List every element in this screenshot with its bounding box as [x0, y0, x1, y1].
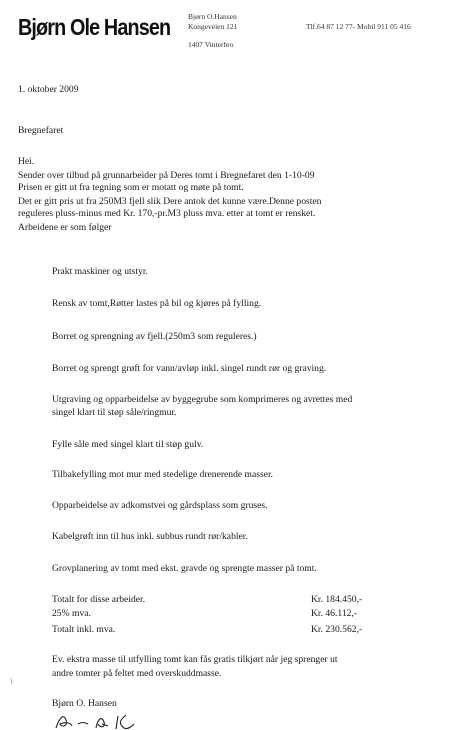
intro-line: Sender over tilbud på grunnarbeider på Deres tomt i Bregnefaret den 1-10-09 — [18, 170, 315, 181]
address-line-postcode: 1407 Vinterbro — [188, 40, 234, 49]
handwritten-signature — [54, 712, 164, 730]
work-item: Borret og sprengt grøft for vann/avløp inkl. singel rundt rør og graving. — [52, 363, 327, 374]
vat-label: 25% mva. — [52, 608, 91, 619]
intro-line: Det er gitt pris ut fra 250M3 fjell slik Dere antok det kunne være.Denne posten — [18, 196, 322, 207]
total-label: Totalt for disse arbeider. — [52, 594, 146, 605]
work-item: Rensk av tomt,Røtter lastes på bil og kjøres på fylling. — [52, 298, 262, 309]
work-item: Opparbeidelse av adkomstvei og gårdsplass som gruses. — [52, 500, 268, 511]
work-item: Kabelgrøft inn til hus inkl. subbus rundt rør/kabler. — [52, 531, 248, 542]
letterhead-phone: Tlf.64 87 12 77- Mobil 911 05 416 — [306, 22, 411, 31]
work-item: Fylle såle med singel klart til støp gulv. — [52, 439, 204, 450]
closing-line: andre tomter på feltet med overskuddmasse. — [52, 668, 222, 679]
letterhead-brand: Bjørn Ole Hansen — [18, 14, 171, 40]
closing-line: Ev. ekstra masse til utfylling tomt kan fås gratis tilkjørt når jeg sprenger ut — [52, 654, 338, 665]
letter-greeting: Hei. — [18, 156, 35, 167]
work-item: Tilbakefylling mot mur med stedelige drenerende masser. — [52, 469, 274, 480]
work-item: Grovplanering av tomt med ekst. gravde og sprengte masser på tomt. — [52, 563, 317, 574]
vat-amount: Kr. 46.112,- — [311, 608, 358, 619]
grand-total-amount: Kr. 230.562,- — [311, 624, 363, 635]
intro-line: Prisen er gitt ut fra tegning som er motatt og møte på tomt. — [18, 182, 244, 193]
grand-total-label: Totalt inkl. mva. — [52, 624, 116, 635]
letter-date: 1. oktober 2009 — [18, 84, 79, 95]
address-line-name: Bjørn O.Hansen — [188, 12, 237, 21]
intro-line: Arbeidene er som følger — [18, 222, 112, 233]
sender-name: Bjørn O. Hansen — [52, 698, 117, 709]
letter-recipient: Bregnefaret — [18, 125, 64, 136]
work-item: singel klart til støp såle/ringmur. — [52, 407, 177, 418]
total-amount: Kr. 184.450,- — [311, 594, 363, 605]
scan-mark — [8, 676, 18, 686]
intro-line: reguleres pluss-minus med Kr. 170,-pr.M3 pluss mva. etter at tomt er rensket. — [18, 208, 316, 219]
work-item: Utgraving og opparbeidelse av byggegrube som komprimeres og avrettes med — [52, 394, 353, 405]
work-item: Prakt maskiner og utstyr. — [52, 266, 148, 277]
address-line-street: Kongeveien 121 — [188, 22, 238, 31]
work-item: Borret og sprengning av fjell.(250m3 som reguleres.) — [52, 331, 257, 342]
